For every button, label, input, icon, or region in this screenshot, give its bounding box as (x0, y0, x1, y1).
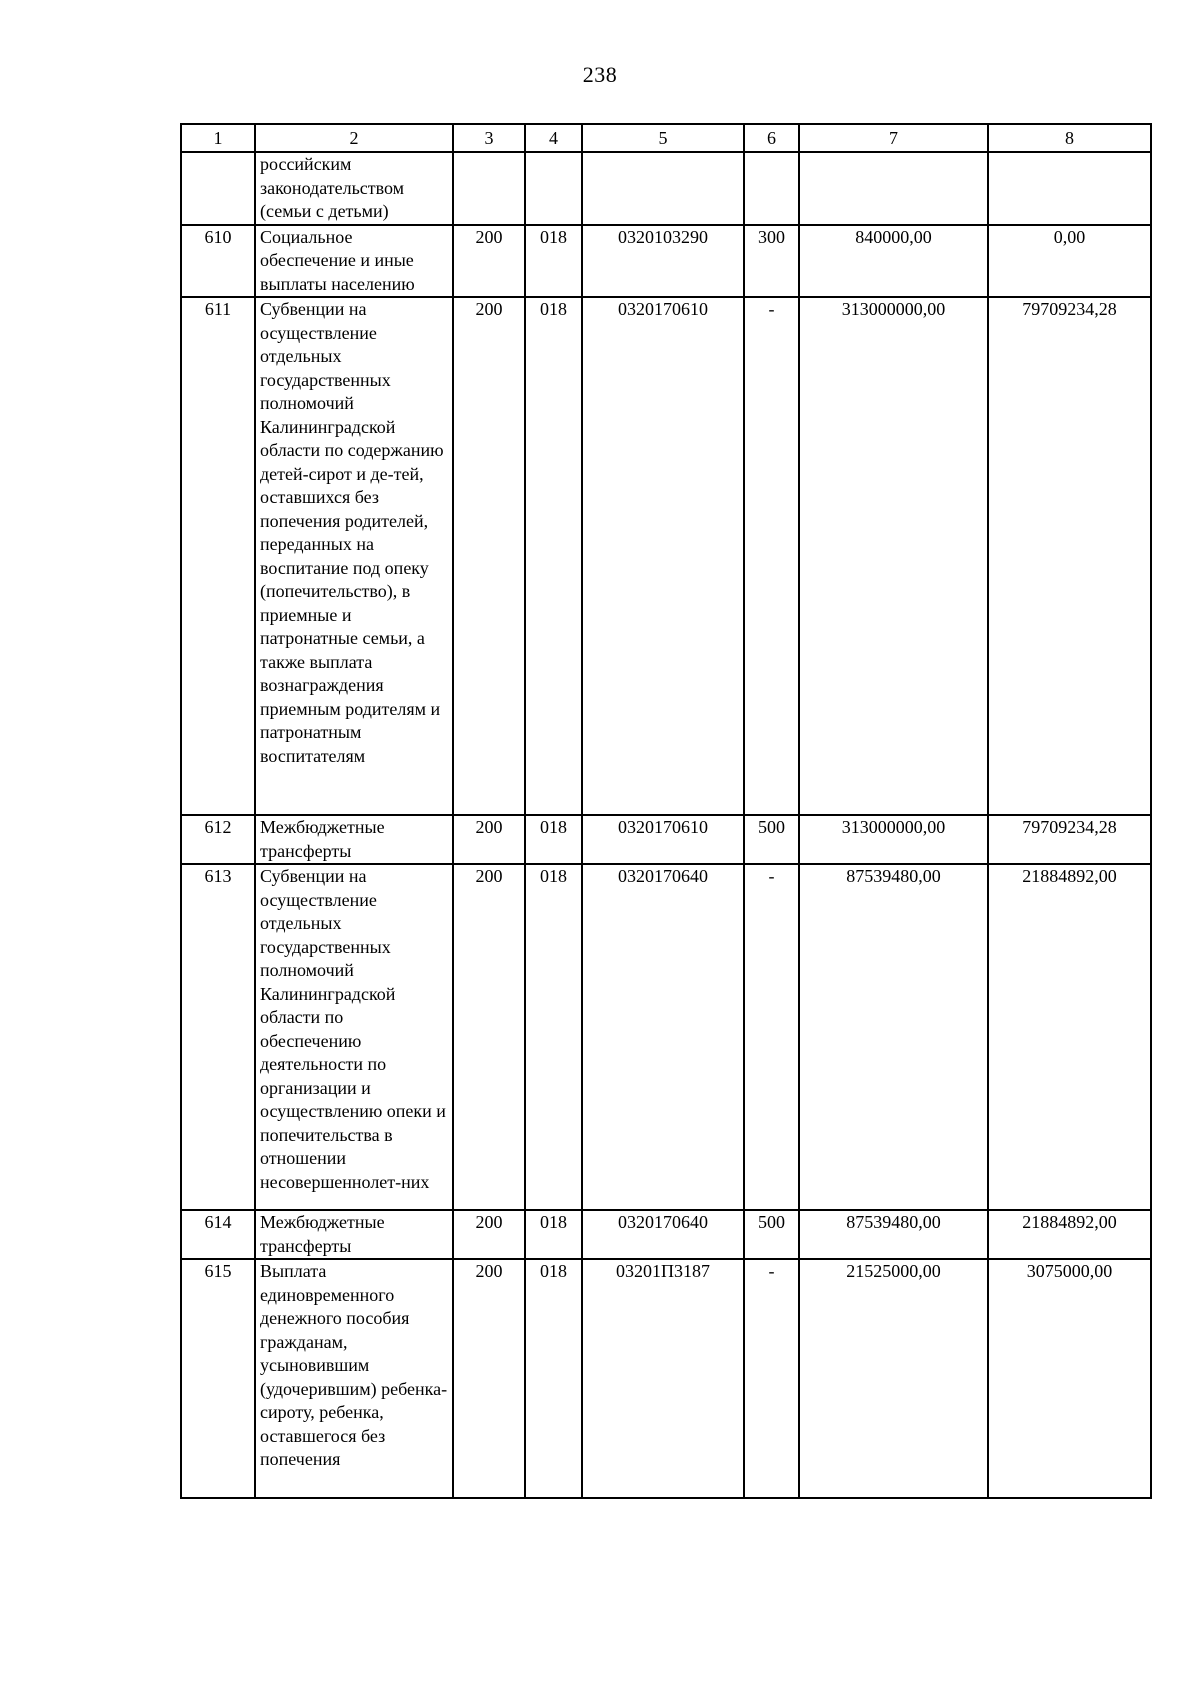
cell-col-8: 79709234,28 (988, 815, 1151, 864)
cell-col-3: 200 (453, 1259, 525, 1498)
column-header-6: 6 (744, 124, 799, 152)
cell-col-4: 018 (525, 297, 582, 815)
column-header-5: 5 (582, 124, 744, 152)
cell-col-1: 613 (181, 864, 255, 1210)
table-row (181, 1259, 1151, 1498)
cell-col-3 (453, 152, 525, 225)
column-header-2: 2 (255, 124, 453, 152)
cell-col-4: 018 (525, 225, 582, 298)
cell-col-7: 87539480,00 (799, 1210, 988, 1259)
cell-col-7 (799, 152, 988, 225)
table-row (181, 815, 1151, 864)
cell-col-5 (582, 152, 744, 225)
cell-col-7: 87539480,00 (799, 864, 988, 1210)
cell-col-2: российским законодательством (семьи с детьми) (255, 152, 453, 225)
cell-col-3: 200 (453, 815, 525, 864)
cell-col-8: 3075000,00 (988, 1259, 1151, 1498)
table-row (181, 297, 1151, 815)
cell-col-5: 0320170640 (582, 864, 744, 1210)
cell-col-6: 500 (744, 815, 799, 864)
table-row (181, 225, 1151, 298)
cell-col-7: 313000000,00 (799, 815, 988, 864)
cell-col-1: 612 (181, 815, 255, 864)
column-header-3: 3 (453, 124, 525, 152)
cell-col-6: 500 (744, 1210, 799, 1259)
table-row (181, 152, 1151, 225)
cell-col-3: 200 (453, 225, 525, 298)
cell-col-7: 313000000,00 (799, 297, 988, 815)
cell-col-2: Выплата единовременного денежного пособия гражданам, усыновившим (удочерившим) ребенка-сироту, ребенка, оставшегося без попечения (255, 1259, 453, 1498)
cell-col-4: 018 (525, 815, 582, 864)
cell-col-8: 21884892,00 (988, 1210, 1151, 1259)
cell-col-3: 200 (453, 297, 525, 815)
cell-col-6: - (744, 1259, 799, 1498)
cell-col-6: 300 (744, 225, 799, 298)
column-header-1: 1 (181, 124, 255, 152)
cell-col-2: Субвенции на осуществление отдельных государственных полномочий Калининградской области по содержанию детей-сирот и де-тей, оставшихся без попечения родителей, переданных на воспитание под опеку (попечительство), в приемные и патронатные семьи, а также выплата вознаграждения приемным родителям и патронатным воспитателям (255, 297, 453, 815)
cell-col-1 (181, 152, 255, 225)
cell-col-2: Межбюджетные трансферты (255, 815, 453, 864)
cell-col-5: 03201П3187 (582, 1259, 744, 1498)
cell-col-1: 611 (181, 297, 255, 815)
cell-col-7: 21525000,00 (799, 1259, 988, 1498)
cell-col-8 (988, 152, 1151, 225)
cell-col-8: 0,00 (988, 225, 1151, 298)
cell-col-4: 018 (525, 1259, 582, 1498)
cell-col-5: 0320170610 (582, 297, 744, 815)
column-header-8: 8 (988, 124, 1151, 152)
cell-col-8: 21884892,00 (988, 864, 1151, 1210)
table-body (181, 152, 1151, 1498)
budget-table (180, 123, 1152, 1499)
cell-col-6 (744, 152, 799, 225)
table-row (181, 1210, 1151, 1259)
cell-col-4: 018 (525, 1210, 582, 1259)
cell-col-2: Межбюджетные трансферты (255, 1210, 453, 1259)
table-row (181, 864, 1151, 1210)
cell-col-3: 200 (453, 864, 525, 1210)
cell-col-1: 614 (181, 1210, 255, 1259)
page-number: 238 (582, 62, 618, 87)
cell-col-7: 840000,00 (799, 225, 988, 298)
cell-col-5: 0320170640 (582, 1210, 744, 1259)
cell-col-2: Субвенции на осуществление отдельных государственных полномочий Калининградской области по обеспечению деятельности по организации и осуществлению опеки и попечительства в отношении несовершеннолет-них (255, 864, 453, 1210)
cell-col-5: 0320103290 (582, 225, 744, 298)
cell-col-6: - (744, 864, 799, 1210)
cell-col-6: - (744, 297, 799, 815)
cell-col-3: 200 (453, 1210, 525, 1259)
column-header-7: 7 (799, 124, 988, 152)
cell-col-8: 79709234,28 (988, 297, 1151, 815)
cell-col-2: Социальное обеспечение и иные выплаты населению (255, 225, 453, 298)
header-row (181, 124, 1151, 152)
cell-col-5: 0320170610 (582, 815, 744, 864)
cell-col-1: 615 (181, 1259, 255, 1498)
cell-col-1: 610 (181, 225, 255, 298)
column-header-4: 4 (525, 124, 582, 152)
cell-col-4 (525, 152, 582, 225)
cell-col-4: 018 (525, 864, 582, 1210)
table-header (181, 124, 1151, 152)
